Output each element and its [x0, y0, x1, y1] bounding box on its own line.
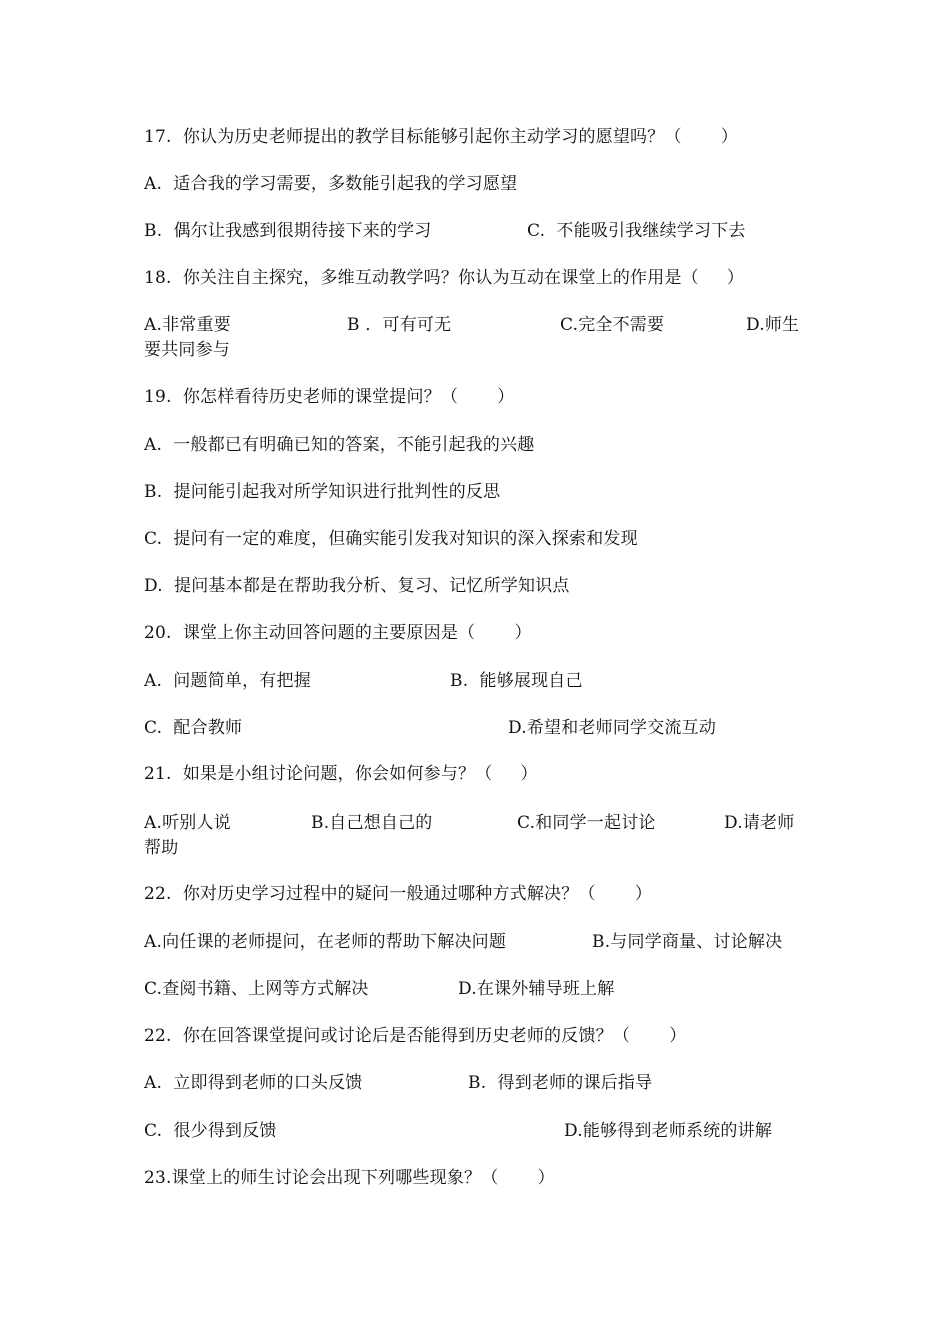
question-18-option-d-continued: 要共同参与 [144, 340, 230, 360]
question-19-option-c: C. 提问有一定的难度，但确实能引发我对知识的深入探索和发现 [144, 529, 638, 549]
question-21-stem: 21. 如果是小组讨论问题，你会如何参与？（ ） [144, 764, 538, 784]
question-22b-option-b: B. 得到老师的课后指导 [468, 1073, 653, 1093]
question-18-stem: 18. 你关注自主探究，多维互动教学吗？你认为互动在课堂上的作用是（ ） [144, 268, 745, 288]
question-21-option-c: C.和同学一起讨论 [517, 813, 656, 833]
question-22b-options-cd [144, 1119, 824, 1143]
question-22b-option-a: A. 立即得到老师的口头反馈 [144, 1073, 363, 1093]
question-20-option-d: D.希望和老师同学交流互动 [508, 718, 717, 738]
question-22b-option-d: D.能够得到老师系统的讲解 [564, 1121, 773, 1141]
question-22a-option-c: C.查阅书籍、上网等方式解决 [144, 979, 369, 999]
question-22a-option-d: D.在课外辅导班上解 [458, 979, 615, 999]
question-22a-stem: 22. 你对历史学习过程中的疑问一般通过哪种方式解决？（ ） [144, 884, 653, 904]
question-21-option-d-continued: 帮助 [144, 838, 179, 858]
question-17-option-c: C. 不能吸引我继续学习下去 [527, 221, 746, 241]
question-21-options [144, 811, 814, 835]
question-19-option-d: D. 提问基本都是在帮助我分析、复习、记忆所学知识点 [144, 576, 570, 596]
question-22a-option-a: A.向任课的老师提问，在老师的帮助下解决问题 [144, 932, 507, 952]
question-18-option-c: C.完全不需要 [560, 315, 665, 335]
question-18-option-d: D.师生 [746, 315, 800, 335]
question-22b-stem: 22. 你在回答课堂提问或讨论后是否能得到历史老师的反馈？（ ） [144, 1026, 687, 1046]
question-19-option-b: B. 提问能引起我对所学知识进行批判性的反思 [144, 482, 501, 502]
question-20-option-a: A. 问题简单，有把握 [144, 671, 311, 691]
question-20-option-b: B. 能够展现自己 [450, 671, 583, 691]
question-17-options-bc [144, 219, 824, 243]
question-21-option-b: B.自己想自己的 [311, 813, 433, 833]
question-20-stem: 20. 课堂上你主动回答问题的主要原因是（ ） [144, 623, 532, 643]
question-18-option-a: A.非常重要 [144, 315, 231, 335]
question-22a-options-ab [144, 930, 824, 954]
question-17-stem: 17. 你认为历史老师提出的教学目标能够引起你主动学习的愿望吗？（ ） [144, 127, 739, 147]
question-17-option-b: B. 偶尔让我感到很期待接下来的学习 [144, 221, 432, 241]
question-17-option-a: A. 适合我的学习需要，多数能引起我的学习愿望 [144, 174, 518, 194]
question-22b-options-ab [144, 1071, 824, 1095]
question-20-options-ab [144, 669, 824, 693]
question-18-options [144, 313, 814, 337]
question-19-option-a: A. 一般都已有明确已知的答案，不能引起我的兴趣 [144, 435, 535, 455]
question-22a-options-cd [144, 977, 824, 1001]
question-20-options-cd [144, 716, 824, 740]
question-19-stem: 19. 你怎样看待历史老师的课堂提问？（ ） [144, 387, 515, 407]
question-21-option-d: D.请老师 [724, 813, 795, 833]
question-18-option-b: B ．可有可无 [347, 315, 452, 335]
question-22b-option-c: C. 很少得到反馈 [144, 1121, 277, 1141]
question-22a-option-b: B.与同学商量、讨论解决 [592, 932, 783, 952]
question-21-option-a: A.听别人说 [144, 813, 231, 833]
question-20-option-c: C. 配合教师 [144, 718, 243, 738]
question-23-stem: 23.课堂上的师生讨论会出现下列哪些现象？（ ） [144, 1168, 555, 1188]
